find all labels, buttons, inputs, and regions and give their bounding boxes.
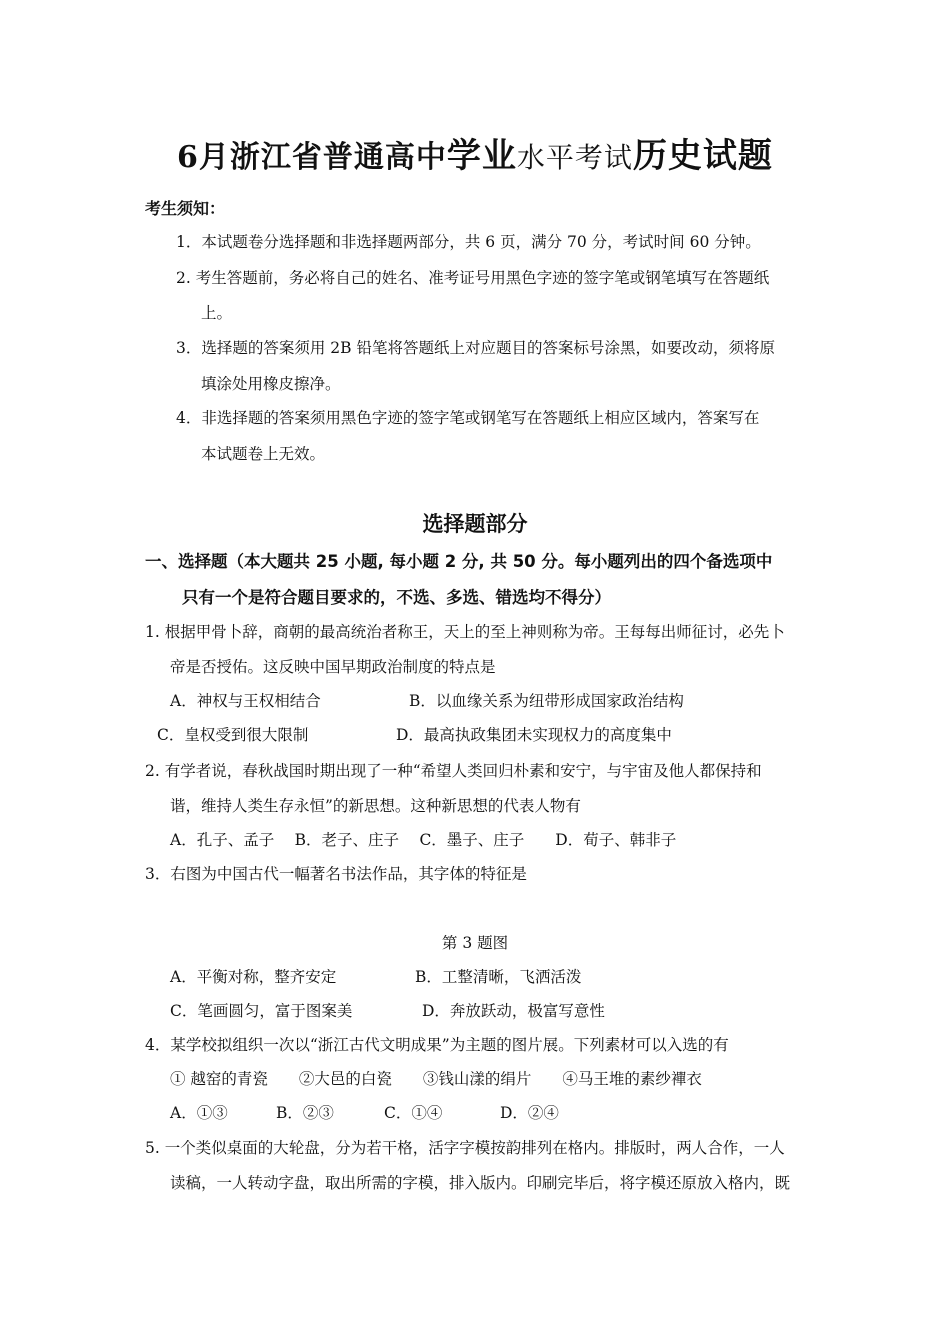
notice-item-1: 1．本试题卷分选择题和非选择题两部分，共 6 页，满分 70 分，考试时间 60 分钟。 <box>176 233 761 251</box>
question-1-option-a: A．神权与王权相结合 <box>170 692 321 710</box>
notice-item-4-line-2: 本试题卷上无效。 <box>201 445 326 463</box>
notice-item-4-line-1: 4．非选择题的答案须用黑色字迹的签字笔或钢笔写在答题纸上相应区域内，答案写在 <box>176 409 760 427</box>
question-3-option-d: D．奔放跃动，极富写意性 <box>422 1002 605 1020</box>
question-3-option-a: A．平衡对称，整齐安定 <box>170 968 337 986</box>
title-part4: 历史试题 <box>632 136 773 176</box>
question-3-figure-caption: 第 3 题图 <box>441 934 509 952</box>
notice-item-2-line-1: 2. 考生答题前，务必将自己的姓名、准考证号用黑色字迹的签字笔或钢笔填写在答题纸 <box>176 269 770 287</box>
question-4-line-1: 4．某学校拟组织一次以“浙江古代文明成果”为主题的图片展。下列素材可以入选的有 <box>145 1036 729 1054</box>
question-4-option-d: D．②④ <box>500 1104 559 1122</box>
title-part2: 学业 <box>446 136 517 176</box>
question-5-line-2: 读稿，一人转动字盘，取出所需的字模，排入版内。印刷完毕后，将字模还原放入格内，既 <box>170 1174 791 1192</box>
question-1-option-c: C．皇权受到很大限制 <box>157 726 309 744</box>
question-1-line-1: 1. 根据甲骨卜辞，商朝的最高统治者称王，天上的至上神则称为帝。王每每出师征讨，必先卜 <box>145 623 785 641</box>
notice-heading: 考生须知： <box>145 199 226 218</box>
question-2-options: A．孔子、孟子 B．老子、庄子 C．墨子、庄子 D．荀子、韩非子 <box>170 831 677 849</box>
section-instruction-line-1: 一、选择题（本大题共 25 小题, 每小题 2 分, 共 50 分。每小题列出的四个备选项中 <box>145 552 773 571</box>
question-5-line-1: 5. 一个类似桌面的大轮盘，分为若干格，活字字模按韵排列在格内。排版时，两人合作，一人 <box>145 1139 785 1157</box>
notice-item-2-line-2: 上。 <box>201 304 233 322</box>
question-1-line-2: 帝是否授佑。这反映中国早期政治制度的特点是 <box>170 658 496 676</box>
question-2-line-1: 2. 有学者说，春秋战国时期出现了一种“希望人类回归朴素和安宁，与宇宙及他人都保持和 <box>145 762 762 780</box>
question-4-option-c: C．①④ <box>384 1104 443 1122</box>
question-4-items: ① 越窑的青瓷 ②大邑的白瓷 ③钱山漾的绢片 ④马王堆的素纱襌衣 <box>170 1070 702 1088</box>
question-3-line-1: 3．右图为中国古代一幅著名书法作品，其字体的特征是 <box>145 865 527 883</box>
question-1-option-d: D．最高执政集团未实现权力的高度集中 <box>396 726 672 744</box>
notice-item-3-line-1: 3．选择题的答案须用 2B 铅笔将答题纸上对应题目的答案标号涂黑，如要改动，须将原 <box>176 339 775 357</box>
question-4-option-a: A．①③ <box>170 1104 228 1122</box>
section-title: 选择题部分 <box>422 512 528 536</box>
title-part3: 水平考试 <box>516 141 633 174</box>
question-1-option-b: B．以血缘关系为纽带形成国家政治结构 <box>409 692 684 710</box>
question-4-option-b: B．②③ <box>276 1104 334 1122</box>
title-part1: 6月浙江省普通高中 <box>177 140 447 175</box>
page-title <box>0 128 950 177</box>
section-instruction-line-2: 只有一个是符合题目要求的，不选、多选、错选均不得分） <box>182 588 611 607</box>
question-3-option-c: C．笔画圆匀，富于图案美 <box>170 1002 353 1020</box>
notice-item-3-line-2: 填涂处用橡皮擦净。 <box>201 375 341 393</box>
question-2-line-2: 谐，维持人类生存永恒”的新思想。这种新思想的代表人物有 <box>170 797 581 815</box>
question-3-option-b: B．工整清晰，飞洒活泼 <box>415 968 582 986</box>
